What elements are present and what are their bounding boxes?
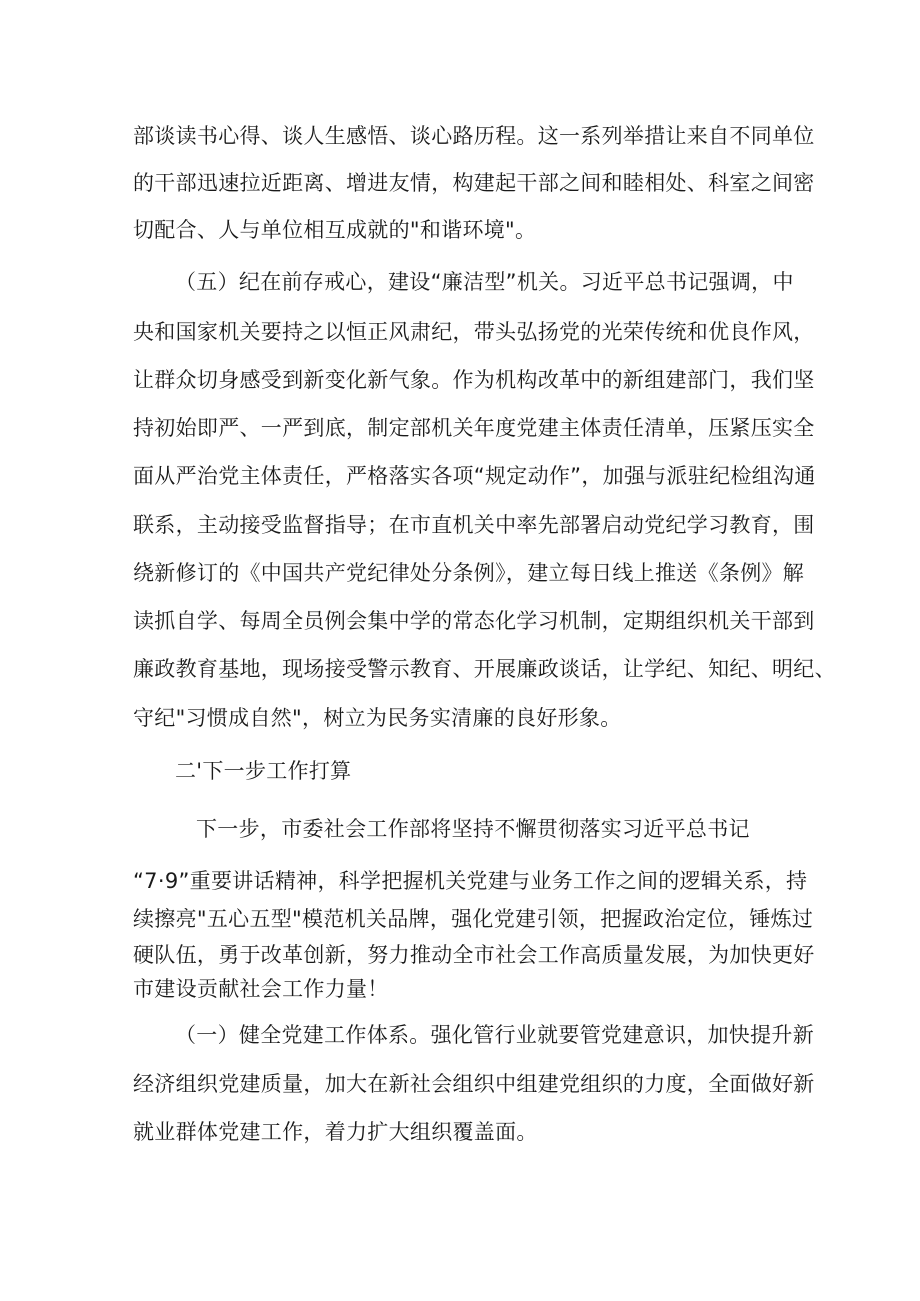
paragraph-line: 切配合、人与单位相互成就的"和谐环境"。 [133, 218, 537, 242]
paragraph-line: 的干部迅速拉近距离、增进友情，构建起干部之间和睦相处、科室之间密 [133, 171, 815, 195]
paragraph-line: 联系，主动接受监督指导；在市直机关中率先部署启动党纪学习教育，围 [133, 513, 815, 537]
paragraph-line: 守纪"习惯成自然"，树立为民务实清廉的良好形象。 [133, 706, 622, 730]
paragraph-line: 硬队伍，勇于改革创新，努力推动全市社会工作高质量发展，为加快更好 [133, 943, 815, 967]
paragraph-line: 续擦亮"五心五型"模范机关品牌，强化党建引领，把握政治定位，锤炼过 [133, 907, 814, 931]
paragraph-line: 让群众切身感受到新变化新气象。作为机构改革中的新组建部门，我们坚 [133, 368, 815, 392]
paragraph-line: 市建设贡献社会工作力量！ [133, 977, 389, 1001]
paragraph-line: 下一步，市委社会工作部将坚持不懈贯彻落实习近平总书记 [196, 817, 750, 841]
paragraph-line: 廉政教育基地，现场接受警示教育、开展廉政谈话，让学纪、知纪、明纪、 [133, 657, 836, 681]
paragraph-line: “7·9”重要讲话精神，科学把握机关党建与业务工作之间的逻辑关系，持 [133, 869, 808, 893]
section-title: 二'下一步工作打算 [175, 759, 352, 783]
paragraph-line: 部谈读书心得、谈人生感悟、谈心路历程。这一系列举措让来自不同单位 [133, 124, 815, 148]
section-heading-line: （五）纪在前存戒心，建设“廉洁型”机关。习近平总书记强调，中 [175, 270, 794, 294]
subsection-heading-line: （一）健全党建工作体系。强化管行业就要管党建意识，加快提升新 [175, 1023, 814, 1047]
paragraph-line: 绕新修订的《中国共产党纪律处分条例》，建立每日线上推送《条例》解 [133, 561, 805, 585]
paragraph-line: 央和国家机关要持之以恒正风肃纪，带头弘扬党的光荣传统和优良作风， [133, 320, 815, 344]
paragraph-line: 经济组织党建质量，加大在新社会组织中组建党组织的力度，全面做好新 [133, 1072, 815, 1096]
paragraph-line: 读抓自学、每周全员例会集中学的常态化学习机制，定期组织机关干部到 [133, 609, 815, 633]
paragraph-line: 持初始即严、一严到底，制定部机关年度党建主体责任清单，压紧压实全 [133, 416, 815, 440]
paragraph-line: 面从严治党主体责任，严格落实各项“规定动作”，加强与派驻纪检组沟通 [133, 464, 816, 488]
paragraph-line: 就业群体党建工作，着力扩大组织覆盖面。 [133, 1120, 538, 1144]
